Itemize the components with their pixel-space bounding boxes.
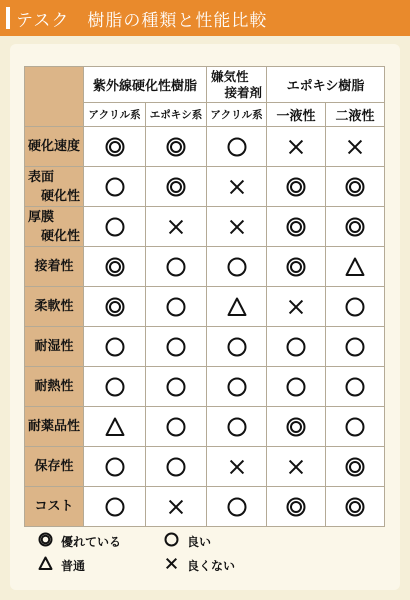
rating-cell xyxy=(84,487,146,527)
table-row xyxy=(25,167,385,207)
rating-cell xyxy=(326,287,385,327)
rating-cell xyxy=(267,167,326,207)
circle-icon xyxy=(286,377,306,397)
double-circle-icon xyxy=(345,457,365,477)
legend-label: 優れている xyxy=(61,534,122,549)
row-header-line: 保存性 xyxy=(34,459,74,474)
rating-cell xyxy=(326,407,385,447)
rating-cell xyxy=(146,367,207,407)
double-circle-icon xyxy=(345,217,365,237)
circle-icon xyxy=(227,257,247,277)
rating-cell xyxy=(267,287,326,327)
row-header-line: 柔軟性 xyxy=(34,299,74,314)
legend-item-poor xyxy=(164,556,235,574)
table-row xyxy=(25,367,385,407)
cross-icon xyxy=(164,556,179,571)
legend-symbol xyxy=(164,556,187,574)
rating-cell xyxy=(146,127,207,167)
rating-cell xyxy=(84,167,146,207)
rating-cell xyxy=(326,487,385,527)
rating-cell xyxy=(207,447,267,487)
group-header-line: 嫌気性 xyxy=(211,68,249,84)
triangle-icon xyxy=(38,556,53,571)
rating-cell xyxy=(146,247,207,287)
cross-icon xyxy=(166,217,186,237)
rating-cell xyxy=(267,487,326,527)
rating-cell xyxy=(326,127,385,167)
circle-icon xyxy=(105,177,125,197)
rating-cell xyxy=(84,447,146,487)
title-bar xyxy=(0,0,410,36)
rating-cell xyxy=(267,127,326,167)
rating-cell xyxy=(146,487,207,527)
row-header-line: 耐湿性 xyxy=(34,339,74,354)
double-circle-icon xyxy=(166,137,186,157)
double-circle-icon xyxy=(286,497,306,517)
rating-cell xyxy=(326,247,385,287)
rating-cell xyxy=(84,287,146,327)
double-circle-icon xyxy=(345,497,365,517)
circle-icon xyxy=(105,457,125,477)
circle-icon xyxy=(105,377,125,397)
circle-icon xyxy=(227,497,247,517)
rating-cell xyxy=(207,287,267,327)
cross-icon xyxy=(286,297,306,317)
group-header xyxy=(84,67,207,103)
table-row xyxy=(25,407,385,447)
rating-cell xyxy=(146,287,207,327)
rating-cell xyxy=(207,207,267,247)
row-header-line: 硬化速度 xyxy=(27,139,80,154)
double-circle-icon xyxy=(166,177,186,197)
row-header xyxy=(25,287,84,327)
table-row xyxy=(25,287,385,327)
circle-icon xyxy=(345,337,365,357)
table-row xyxy=(25,447,385,487)
column-header: 二液性 xyxy=(326,103,385,127)
row-header xyxy=(25,127,84,167)
rating-cell xyxy=(207,327,267,367)
corner-cell xyxy=(25,67,84,127)
triangle-icon xyxy=(345,257,365,277)
rating-cell xyxy=(146,447,207,487)
rating-cell xyxy=(207,407,267,447)
row-header-line: 厚膜 xyxy=(28,209,55,225)
rating-cell xyxy=(267,367,326,407)
column-header: アクリル系 xyxy=(207,103,267,127)
row-header-line: 耐熱性 xyxy=(34,379,74,394)
circle-icon xyxy=(345,377,365,397)
rating-cell xyxy=(207,487,267,527)
legend-label: 良い xyxy=(187,534,212,549)
double-circle-icon xyxy=(286,417,306,437)
circle-icon xyxy=(105,217,125,237)
cross-icon xyxy=(345,137,365,157)
rating-cell xyxy=(267,327,326,367)
rating-cell xyxy=(326,167,385,207)
double-circle-icon xyxy=(105,257,125,277)
cross-icon xyxy=(286,457,306,477)
circle-icon xyxy=(166,257,186,277)
legend-label: 良くない xyxy=(187,558,236,573)
rating-cell xyxy=(207,127,267,167)
circle-icon xyxy=(286,337,306,357)
group-header-line: 紫外線硬化性樹脂 xyxy=(92,79,197,94)
group-header xyxy=(267,67,385,103)
circle-icon xyxy=(105,497,125,517)
column-header: 一液性 xyxy=(267,103,326,127)
circle-icon xyxy=(164,532,179,547)
table-row xyxy=(25,207,385,247)
cross-icon xyxy=(227,457,247,477)
rating-cell xyxy=(326,327,385,367)
double-circle-icon xyxy=(286,217,306,237)
row-header xyxy=(25,487,84,527)
legend-symbol xyxy=(164,532,187,550)
column-header: アクリル系 xyxy=(84,103,146,127)
rating-cell xyxy=(84,127,146,167)
circle-icon xyxy=(166,337,186,357)
circle-icon xyxy=(166,417,186,437)
rating-cell xyxy=(84,327,146,367)
double-circle-icon xyxy=(105,297,125,317)
rating-cell xyxy=(326,207,385,247)
section-label: テスク xyxy=(16,10,70,31)
double-circle-icon xyxy=(105,137,125,157)
row-header xyxy=(25,247,84,287)
page-title: 樹脂の種類と性能比較 xyxy=(87,10,268,31)
rating-cell xyxy=(207,167,267,207)
rating-cell xyxy=(267,447,326,487)
double-circle-icon xyxy=(345,177,365,197)
row-header-line: 硬化性 xyxy=(40,188,80,204)
legend-item-fair xyxy=(38,556,85,574)
circle-icon xyxy=(345,417,365,437)
double-circle-icon xyxy=(38,532,53,547)
group-header-line: 接着剤 xyxy=(224,84,262,100)
table-row xyxy=(25,327,385,367)
row-header xyxy=(25,367,84,407)
row-header xyxy=(25,447,84,487)
legend-item-excellent xyxy=(38,532,121,550)
legend-symbol xyxy=(38,532,61,550)
row-header xyxy=(25,207,84,247)
circle-icon xyxy=(227,337,247,357)
rating-cell xyxy=(146,407,207,447)
circle-icon xyxy=(345,297,365,317)
rating-cell xyxy=(84,247,146,287)
rating-cell xyxy=(146,167,207,207)
circle-icon xyxy=(166,377,186,397)
group-header-line: エポキシ樹脂 xyxy=(286,79,365,94)
rating-cell xyxy=(84,207,146,247)
group-header xyxy=(207,67,267,103)
rating-cell xyxy=(207,367,267,407)
cross-icon xyxy=(166,497,186,517)
rating-cell xyxy=(146,327,207,367)
row-header-line: コスト xyxy=(34,499,74,514)
rating-cell xyxy=(146,207,207,247)
cross-icon xyxy=(286,137,306,157)
rating-cell xyxy=(267,207,326,247)
triangle-icon xyxy=(105,417,125,437)
circle-icon xyxy=(166,297,186,317)
table-row xyxy=(25,247,385,287)
row-header-line: 耐薬品性 xyxy=(27,419,80,434)
row-header xyxy=(25,327,84,367)
row-header xyxy=(25,167,84,207)
circle-icon xyxy=(227,377,247,397)
table-row xyxy=(25,487,385,527)
legend xyxy=(38,532,378,578)
column-header: エポキシ系 xyxy=(146,103,207,127)
triangle-icon xyxy=(227,297,247,317)
circle-icon xyxy=(166,457,186,477)
title-marker xyxy=(6,7,10,29)
rating-cell xyxy=(207,247,267,287)
legend-item-good xyxy=(164,532,211,550)
rating-cell xyxy=(326,367,385,407)
comparison-table xyxy=(24,66,385,527)
row-header-line: 硬化性 xyxy=(40,228,80,244)
rating-cell xyxy=(84,367,146,407)
row-header-line: 表面 xyxy=(28,169,55,185)
rating-cell xyxy=(267,247,326,287)
legend-symbol xyxy=(38,556,61,574)
rating-cell xyxy=(84,407,146,447)
rating-cell xyxy=(326,447,385,487)
circle-icon xyxy=(227,137,247,157)
circle-icon xyxy=(105,337,125,357)
table-row xyxy=(25,127,385,167)
cross-icon xyxy=(227,177,247,197)
cross-icon xyxy=(227,217,247,237)
legend-label: 普通 xyxy=(61,558,86,573)
circle-icon xyxy=(227,417,247,437)
double-circle-icon xyxy=(286,177,306,197)
rating-cell xyxy=(267,407,326,447)
row-header-line: 接着性 xyxy=(34,259,74,274)
row-header xyxy=(25,407,84,447)
double-circle-icon xyxy=(286,257,306,277)
